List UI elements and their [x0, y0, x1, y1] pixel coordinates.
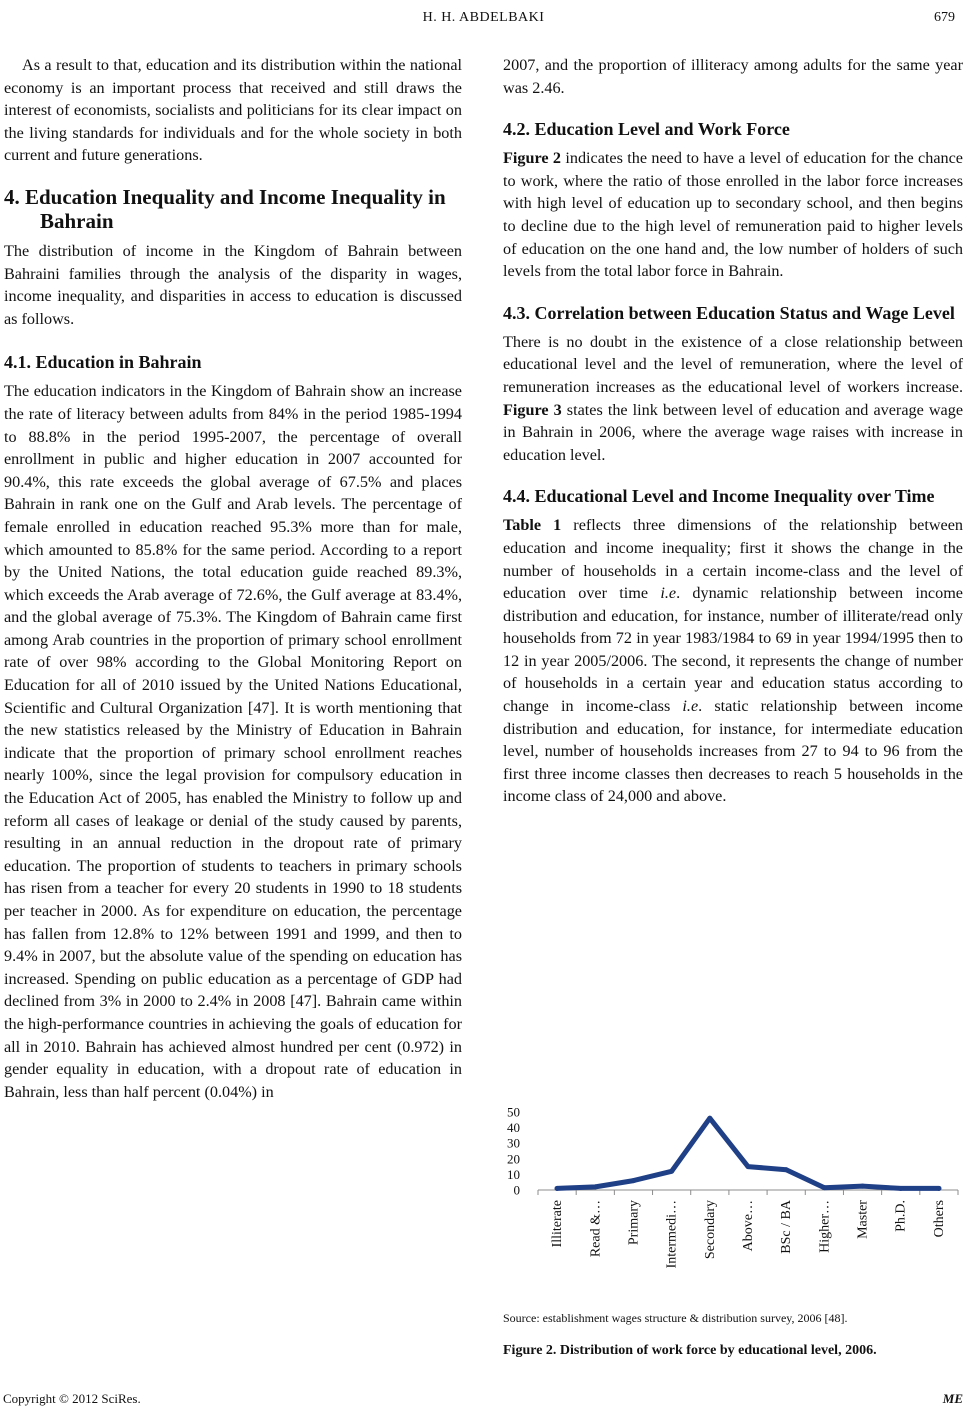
data-point [860, 1184, 865, 1189]
data-point [631, 1178, 636, 1183]
section-4-4-paragraph: Table 1 reflects three dimensions of the relationship between education and income inequality; first it shows the change in the number of households in a certain income-class and the level of education over time i.e. dynamic relationship between income distribution and education, for instance, number of illiterate/read only households from 72 in year 1983/1984 to 69 in year 1994/1995 then to 12 in year 2005/2006. The second, it represents the change of number of households in a certain year and education status according to change in income-class i.e. static relationship between income distribution and education, for instance, for intermediate education level, number of households increases from 27 to 94 to 96 from the first three income classes then decreases to reach 5 households in the income class of 24,000 and above. [503, 516, 963, 806]
x-tick-label: Illiterate [550, 1200, 566, 1248]
journal-abbreviation: ME [942, 1391, 963, 1406]
figure-source-note: Source: establishment wages structure & distribution survey, 2006 [48]. [503, 1311, 848, 1325]
section-4-2-paragraph: Figure 2 indicates the need to have a level of education for the chance to work, where the ratio of those enrolled in the labor force increases with high level of education up to secondary school, and then begins to decline due to the high level of remuneration paid to higher levels of education on the one hand and, the low number of holders of such levels from the total labor force in Bahrain. [503, 149, 963, 281]
y-tick-label: 30 [507, 1135, 520, 1151]
page-number: 679 [934, 10, 955, 25]
running-head-author: H. H. ABDELBAKI [422, 10, 545, 25]
y-tick-label: 0 [513, 1182, 520, 1198]
x-tick-label: Intermedi… [664, 1200, 680, 1269]
right-column [503, 54, 963, 808]
section-4-3-heading: 4.3. Correlation between Education Status and Wage Level [503, 302, 955, 323]
data-point [898, 1186, 903, 1191]
continuation-paragraph: 2007, and the proportion of illiteracy among adults for the same year was 2.46. [503, 56, 963, 97]
section-4-number: 4. [4, 184, 20, 209]
intro-paragraph: As a result to that, education and its distribution within the national economy is an important process that received and still draws the interest of economists, socialists and politicians for its clear impact on the living standards for individuals and for the whole society in both current and future generations. [4, 56, 462, 165]
x-tick-label: Ph.D. [893, 1200, 909, 1232]
data-point [936, 1186, 941, 1191]
section-4-heading [4, 185, 462, 233]
x-tick-label: Primary [626, 1200, 642, 1246]
figure-2-reference[interactable]: Figure 2 [503, 149, 562, 168]
x-tick-label: Read &… [588, 1200, 604, 1258]
data-point [555, 1186, 560, 1191]
x-tick-label: Others [931, 1200, 947, 1238]
series-line [557, 1118, 939, 1188]
section-4-title: Education Inequality and Income Inequality in Bahrain [25, 184, 446, 233]
section-4-3-paragraph: There is no doubt in the existence of a close relationship between educational level and the level of remuneration, where the level of remuneration increases as the educational level of workers increase. Figure 3 states the link between level of education and average wage in Bahrain in 2006, where the average wage raises with increase in education level. [503, 332, 964, 464]
y-tick-label: 50 [507, 1104, 520, 1120]
data-point [746, 1164, 751, 1169]
x-tick-label: BSc / BA [779, 1200, 795, 1254]
y-tick-label: 40 [507, 1120, 520, 1136]
x-tick-label: Master [855, 1200, 871, 1239]
distribution-paragraph: The distribution of income in the Kingdom of Bahrain between Bahraini families through the analysis of the disparity in wages, income inequality, and disparities in access to education is discussed as follows. [4, 241, 462, 328]
x-tick-label: Above… [741, 1200, 756, 1252]
figure-2-chart [503, 1104, 963, 1314]
page-header [0, 0, 967, 40]
data-point [669, 1169, 674, 1174]
section-4-4-heading: 4.4. Educational Level and Income Inequality over Time [503, 486, 935, 507]
figure-3-reference[interactable]: Figure 3 [503, 400, 562, 419]
copyright-notice: Copyright © 2012 SciRes. [3, 1391, 141, 1406]
data-point [593, 1184, 598, 1189]
y-tick-label: 20 [507, 1151, 520, 1167]
data-point [707, 1116, 712, 1121]
y-tick-label: 10 [507, 1166, 520, 1182]
section-4-1-heading: 4.1. Education in Bahrain [4, 352, 202, 373]
data-point [822, 1185, 827, 1190]
line-chart-svg [503, 1104, 963, 1314]
x-tick-label: Secondary [702, 1200, 718, 1260]
page-footer [0, 1383, 967, 1415]
section-4-2-heading: 4.2. Education Level and Work Force [503, 119, 790, 140]
education-paragraph: The education indicators in the Kingdom of Bahrain show an increase the rate of literacy between adults from 84% in the period 1985-1994 to 88.8% in the period 1995-2007, the percentage of overall enrollment in public and higher education in 2007 accounted for 90.4%, this rate exceeds the global average of 67.5% and places Bahrain in rank one on the Gulf and Arab levels. The percentage of female enrolled in education reached 95.3% more than for male, which amounted to 85.8% for the same period. According to a report by the United Nations, the total education guide reached 89.3%, which exceeds the Arab average of 72.6%, the Gulf average at 83.4%, and the global average of 75.3%. The Kingdom of Bahrain came first among Arab countries in the proportion of primary school enrollment rate of over 98% according to the Global Monitoring Report on Education for all of 2010 issued by the United Nations Educational, Scientific and Cultural Organization [47]. It is worth mentioning that the new statistics released by the Ministry of Education in Bahrain indicate that the proportion of primary school enrollment reaches nearly 100%, since the legal provision for compulsory education in the Education Act of 2005, has enabled the Ministry to follow up and reform all cases of leakage or denial of the study caused by parents, resulting in an annual reduction in the dropout rate of primary education. The proportion of students to teachers in primary schools has risen from a teacher for every 20 students in 1990 to 18 students per teacher in 2000. As for expenditure on education, the percentage has fallen from 12.8% to 12% between 1991 and 1999, and then to 9.4% in 2007, but the absolute value of the spending on education has increased. Spending on public education as a percentage of GDP had declined from 3% in 2000 to 2.4% in 2008 [47]. Bahrain came within the high-performance countries in achieving the goals of education for all in 2010. Bahrain has achieved almost hundred per cent (0.972) in gender equality in education, with a dropout rate of education in Bahrain, less than half percent (0.04%) in [4, 382, 462, 1101]
data-point [784, 1167, 789, 1172]
x-tick-label: Higher… [817, 1200, 833, 1253]
table-1-reference[interactable]: Table 1 [503, 516, 562, 535]
figure-2-caption: Figure 2. Distribution of work force by educational level, 2006. [503, 1343, 877, 1358]
left-column [4, 54, 462, 1103]
